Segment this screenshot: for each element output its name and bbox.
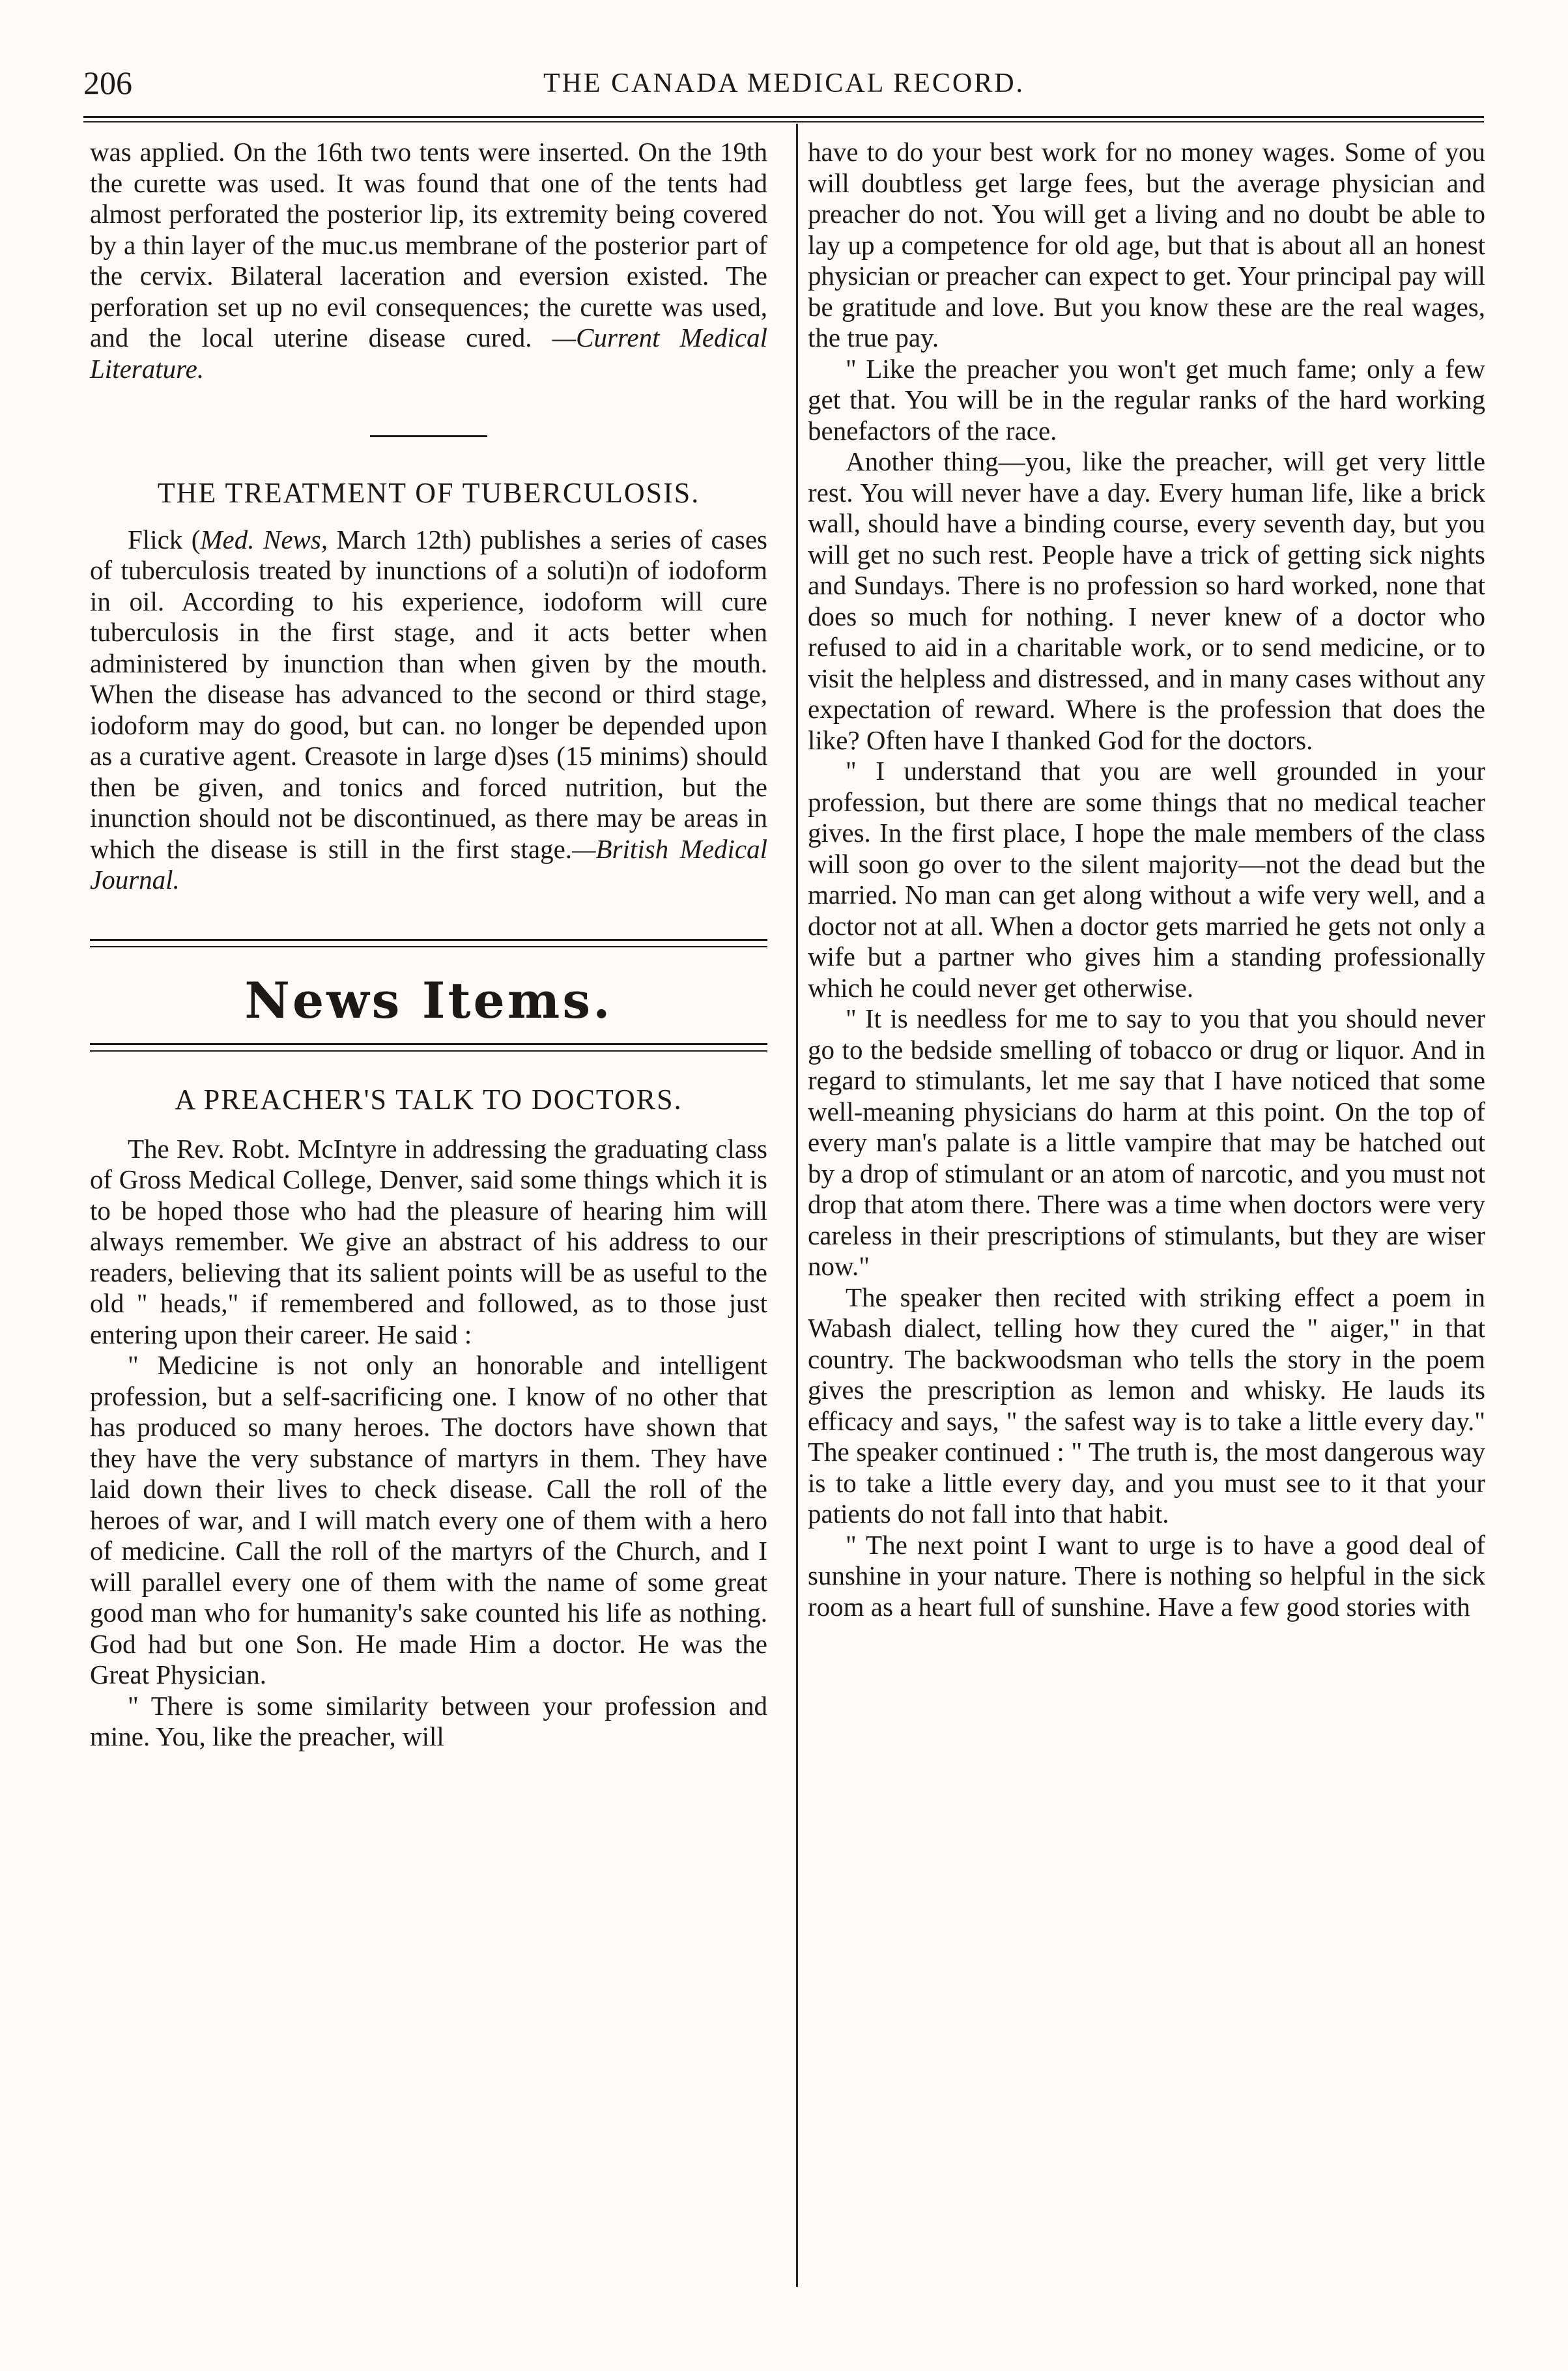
right-column — [808, 137, 1485, 1622]
tb-source: Med. News, — [200, 524, 328, 554]
column-divider — [796, 124, 798, 2287]
right-paragraph-2: " Like the preacher you won't get much fame; only a few get that. You will be in the regular ranks of the hard working benefactors of the race. — [808, 353, 1485, 446]
article-continuation — [90, 137, 767, 384]
page-number: 206 — [83, 65, 132, 101]
news-bottom-rule — [90, 1043, 767, 1052]
right-paragraph-3: Another thing—you, like the preacher, will get very little rest. You will never have a day. Every human life, like a brick wall, should have a binding course, every seventh day, but you will get no such rest. People have a trick of getting sick nights and Sundays. There is no profession so hard worked, none that does so much for nothing. I never knew of a doctor who refused to aid in a charitable work, or to send medicine, or to visit the helpless and distressed, and in many cases without any expectation of reward. Where is the profession that does the like? Often have I thanked God for the doctors. — [808, 446, 1485, 755]
tb-text-a: Flick ( — [128, 524, 201, 554]
tb-text-b: March 12th) publishes a series of cases of tuberculosis treated by inunctions of a soluti)n of iodoform in oil. According to his experience, iodoform will cure tuberculosis in the first stage, and it acts better when administered by inunction than when given by the mouth. When the disease has advanced to the second or third stage, iodoform may do good, but can. no longer be depended upon as a curative agent. Creasote in large d)ses (15 minims) should then be given, and tonics and forced nutrition, but the inunction should not be discontinued, as there may be areas in which the disease is still in the first stage. — [90, 524, 767, 864]
right-paragraph-4: " I understand that you are well grounded in your profession, but there are some things that no medical teacher gives. In the first place, I hope the male members of the class will soon go over to the silent majority—not the dead but the married. No man can get along without a wife very well, and a doctor not at all. When a doctor gets married he gets not only a wife but a partner who gives him a standing professionally which he could never get otherwise. — [808, 756, 1485, 1003]
continuation-citation: —Current Medical Literature. — [90, 323, 767, 384]
header-rule-thin — [83, 121, 1484, 122]
news-items-heading: News Items. — [244, 971, 613, 1029]
left-column — [90, 137, 767, 1753]
news-top-rule — [90, 939, 767, 947]
preacher-heading: A PREACHER'S TALK TO DOCTORS. — [175, 1084, 683, 1115]
right-paragraph-1: have to do your best work for no money wages. Some of you will doubtless get large fees, but the average physician and preacher do not. You will get a living and no doubt be able to lay up a competence for old age, but that is about all an honest physician or preacher can expect to get. Your principal pay will be gratitude and love. But you know these are the real wages, the true pay. — [808, 137, 1485, 352]
right-paragraph-6: The speaker then recited with striking effect a poem in Wabash dialect, telling how they cured the " aiger," in that country. The backwoodsman who tells the story in the poem gives the prescription as lemon and whisky. He lauds its efficacy and says, " the safest way is to take a little every day." The speaker continued : " The truth is, the most dangerous way is to take a little every day, and you must see to it that your patients do not fall into that habit. — [808, 1282, 1485, 1529]
right-paragraph-5: " It is needless for me to say to you that you should never go to the bedside smelling of tobacco or drug or liquor. And in regard to stimulants, let me say that I have noticed that some well-meaning physicians do harm at this point. On the top of every man's palate is a little vampire that may be hatched out by a drop of stimulant or an atom of narcotic, and you must not drop that atom there. There was a time when doctors were very careless in their prescriptions of stimulants, but they are wiser now." — [808, 1003, 1485, 1281]
right-paragraph-7: " The next point I want to urge is to have a good deal of sunshine in your nature. There is nothing so helpful in the sick room as a heart full of sunshine. Have a few good stories with — [808, 1529, 1485, 1622]
tuberculosis-heading: THE TREATMENT OF TUBERCULOSIS. — [157, 477, 700, 509]
preacher-paragraph-3: " There is some similarity between your profession and mine. You, like the preacher, will — [90, 1690, 767, 1751]
continuation-text: was applied. On the 16th two tents were inserted. On the 19th the curette was used. It was found that one of the tents had almost perforated the posterior lip, its extremity being covered by a thin layer of the muc.us membrane of the posterior part of the cervix. Bilateral laceration and eversion existed. The perforation set up no evil consequences; the curette was used, and the local uterine disease cured. — [90, 137, 767, 352]
tb-citation: —British Medical Journal. — [90, 833, 767, 895]
preacher-paragraph-1: The Rev. Robt. McIntyre in addressing the graduating class of Gross Medical College, Denver, said some things which it is to be hoped those who had the pleasure of hearing him will always remember. We give an abstract of his address to our readers, believing that its salient points will be as useful to the old " heads," if remembered and followed, as to those just entering upon their career. He said : — [90, 1133, 767, 1349]
header-rule — [83, 116, 1484, 118]
tuberculosis-paragraph — [90, 524, 767, 896]
preacher-paragraph-2: " Medicine is not only an honorable and intelligent profession, but a self-sacrificing one. I know of no other that has produced so many heroes. The doctors have shown that they have the very substance of martyrs in them. They have laid down their lives to check disease. Call the roll of the heroes of war, and I will match every one of them with a hero of medicine. Call the roll of the martyrs of the Church, and I will parallel every one of them with the name of some great good man who for humanity's sake counted his life as nothing. God had but one Son. He made Him a doctor. He was the Great Physician. — [90, 1350, 767, 1689]
journal-title: THE CANADA MEDICAL RECORD. — [543, 68, 1025, 98]
